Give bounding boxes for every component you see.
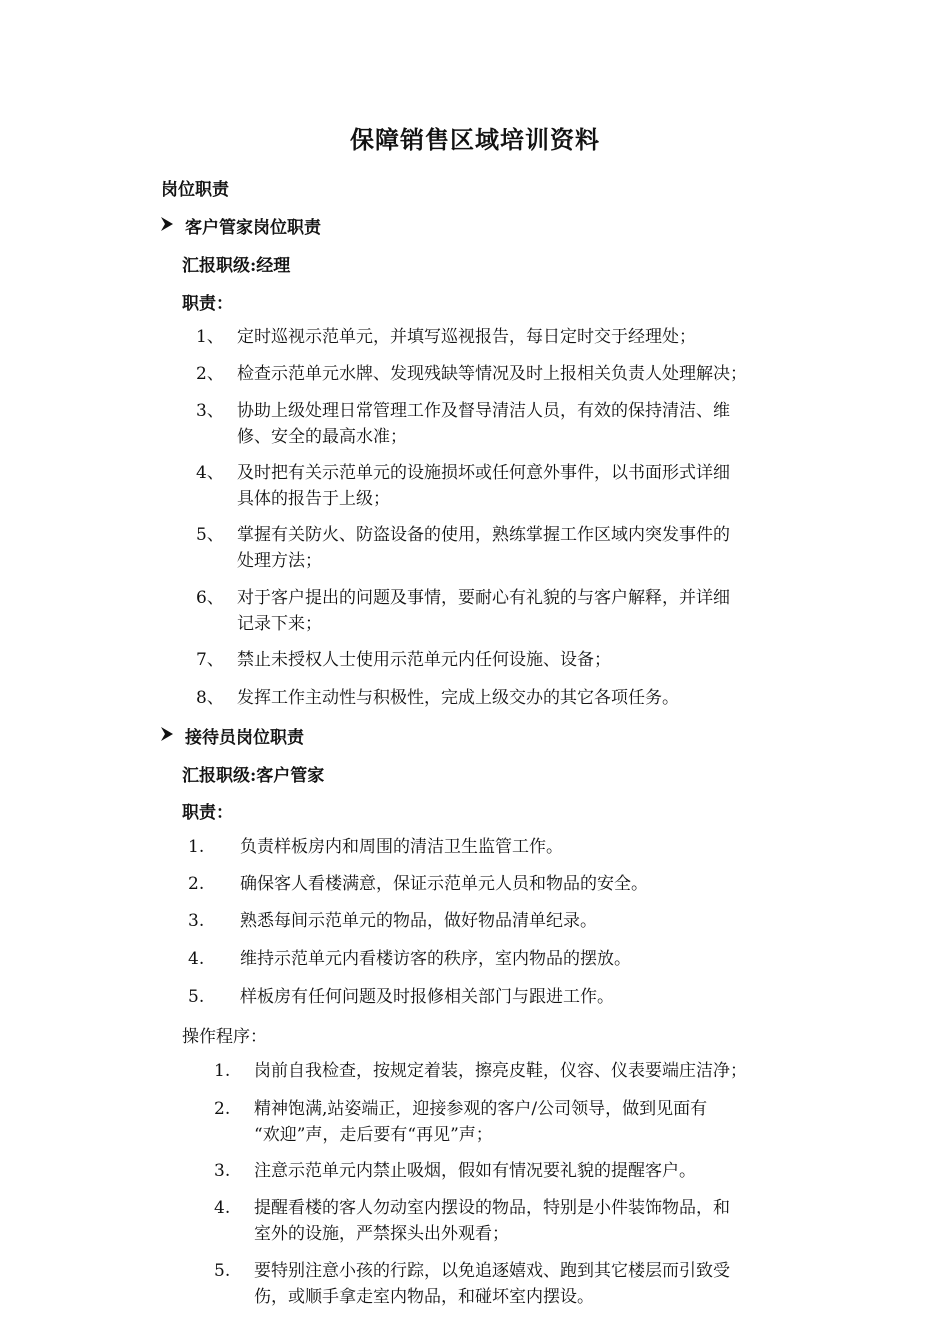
role-heading-customer-butler bbox=[161, 213, 321, 238]
list-item-number: 4、 bbox=[196, 463, 224, 483]
list-item-line: 负责样板房内和周围的清洁卫生监管工作。 bbox=[240, 837, 563, 857]
list-item-line: 掌握有关防火、防盗设备的使用，熟练掌握工作区域内突发事件的 bbox=[237, 525, 730, 545]
list-item-line: 维持示范单元内看楼访客的秩序，室内物品的摆放。 bbox=[240, 949, 631, 969]
arrow-bullet-icon bbox=[161, 726, 173, 746]
list-item-number: 1. bbox=[188, 837, 205, 857]
procedure-step-line: 精神饱满,站姿端正，迎接参观的客户/公司领导，做到见面有 bbox=[254, 1099, 708, 1119]
list-item-line: 发挥工作主动性与积极性，完成上级交办的其它各项任务。 bbox=[237, 688, 679, 708]
procedure-label: 操作程序： bbox=[182, 1027, 267, 1047]
list-item-number: 6、 bbox=[196, 588, 224, 608]
list-item-line: 检查示范单元水牌、发现残缺等情况及时上报相关负责人处理解决； bbox=[237, 364, 747, 384]
list-item-line: 对于客户提出的问题及事情，要耐心有礼貌的与客户解释，并详细 bbox=[237, 588, 730, 608]
report-level: 汇报职级:经理 bbox=[182, 256, 291, 276]
list-item-line: 记录下来； bbox=[237, 614, 322, 634]
role-heading-text: 客户管家岗位职责 bbox=[185, 218, 321, 238]
arrow-bullet-icon bbox=[161, 216, 173, 236]
list-item-number: 4. bbox=[188, 949, 205, 969]
procedure-step-number: 1. bbox=[214, 1061, 231, 1081]
list-item-line: 处理方法； bbox=[237, 551, 322, 571]
list-item-number: 5、 bbox=[196, 525, 224, 545]
procedure-step-line: 要特别注意小孩的行踪，以免追逐嬉戏、跑到其它楼层而引致受 bbox=[254, 1261, 730, 1281]
procedure-step-number: 5. bbox=[214, 1261, 231, 1281]
procedure-step-line: 注意示范单元内禁止吸烟，假如有情况要礼貌的提醒客户。 bbox=[254, 1161, 696, 1181]
section-heading: 岗位职责 bbox=[161, 180, 229, 200]
document-title: 保障销售区域培训资料 bbox=[350, 125, 600, 154]
procedure-step-line: 岗前自我检查，按规定着装，擦亮皮鞋，仪容、仪表要端庄洁净； bbox=[254, 1061, 747, 1081]
procedure-step-line: 室外的设施，严禁探头出外观看； bbox=[254, 1224, 509, 1244]
list-item-number: 3、 bbox=[196, 401, 224, 421]
list-item-line: 修、安全的最高水准； bbox=[237, 427, 407, 447]
list-item-line: 禁止未授权人士使用示范单元内任何设施、设备； bbox=[237, 650, 611, 670]
report-level: 汇报职级:客户管家 bbox=[182, 766, 325, 786]
list-item-number: 2、 bbox=[196, 364, 224, 384]
list-item-number: 1、 bbox=[196, 327, 224, 347]
list-item-line: 协助上级处理日常管理工作及督导清洁人员，有效的保持清洁、维 bbox=[237, 401, 730, 421]
procedure-step-number: 2. bbox=[214, 1099, 231, 1119]
list-item-number: 3. bbox=[188, 911, 205, 931]
procedure-step-line: 伤，或顺手拿走室内物品，和碰坏室内摆设。 bbox=[254, 1287, 594, 1307]
list-item-number: 5. bbox=[188, 987, 205, 1007]
procedure-step-line: “欢迎”声，走后要有“再见”声； bbox=[254, 1125, 493, 1145]
list-item-line: 及时把有关示范单元的设施损坏或任何意外事件，以书面形式详细 bbox=[237, 463, 730, 483]
list-item-line: 样板房有任何问题及时报修相关部门与跟进工作。 bbox=[240, 987, 614, 1007]
role-heading-text: 接待员岗位职责 bbox=[185, 728, 304, 748]
duties-label: 职责： bbox=[182, 294, 233, 314]
list-item-line: 熟悉每间示范单元的物品，做好物品清单纪录。 bbox=[240, 911, 597, 931]
list-item-number: 7、 bbox=[196, 650, 224, 670]
list-item-number: 8、 bbox=[196, 688, 224, 708]
list-item-number: 2. bbox=[188, 874, 205, 894]
role-heading-receptionist bbox=[161, 723, 304, 748]
list-item-line: 确保客人看楼满意，保证示范单元人员和物品的安全。 bbox=[240, 874, 648, 894]
list-item-line: 定时巡视示范单元，并填写巡视报告，每日定时交于经理处； bbox=[237, 327, 696, 347]
procedure-step-number: 4. bbox=[214, 1198, 231, 1218]
procedure-step-line: 提醒看楼的客人勿动室内摆设的物品，特别是小件装饰物品，和 bbox=[254, 1198, 730, 1218]
duties-label: 职责： bbox=[182, 803, 233, 823]
list-item-line: 具体的报告于上级； bbox=[237, 489, 390, 509]
procedure-step-number: 3. bbox=[214, 1161, 231, 1181]
